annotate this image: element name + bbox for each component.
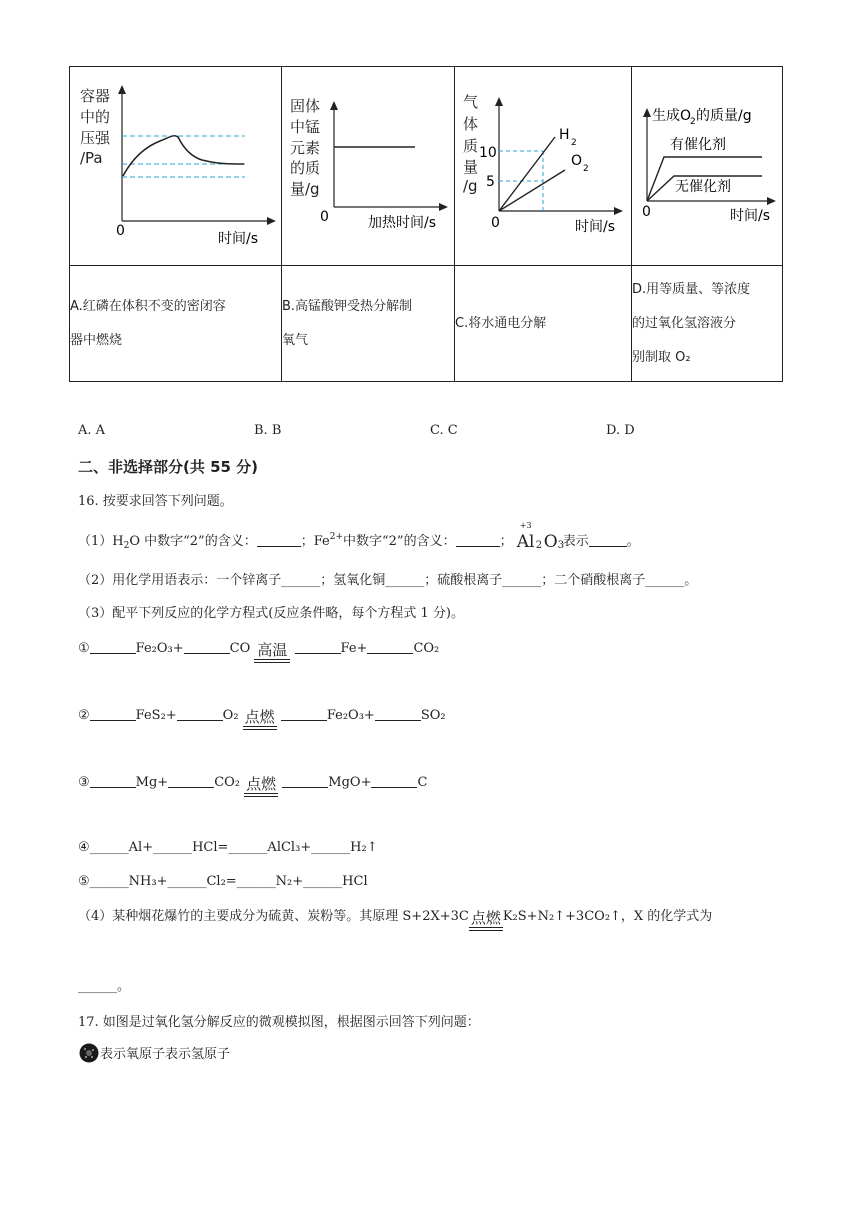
- equation-3: [78, 774, 427, 797]
- eq3-condition-text: 点燃: [246, 775, 277, 793]
- option-d-line-2: 的过氧化氢溶液分: [632, 315, 737, 331]
- eq1-number: ①: [78, 641, 90, 656]
- q17-legend: [78, 1043, 230, 1063]
- eq2-blank-2[interactable]: [177, 707, 223, 721]
- graph-d-series-2: 无催化剂: [675, 179, 731, 195]
- q16-p1-text-c: O 中数字“2”的含义：: [129, 534, 257, 549]
- eq3-blank-2[interactable]: [168, 774, 214, 788]
- graph-a-ylabel-2: 中的: [80, 108, 111, 126]
- graph-d-ylabel-sub: 2: [690, 117, 696, 127]
- graph-b-origin: 0: [320, 209, 329, 225]
- q16-part4-answer: ______。: [78, 979, 131, 994]
- eq3-number: ③: [78, 775, 90, 790]
- graph-c: [455, 67, 631, 261]
- graph-a-ylabel-1: 容器: [80, 87, 111, 105]
- choice-a[interactable]: A. A: [78, 423, 106, 438]
- al2o3-formula: [516, 521, 565, 552]
- q17-stem: 17. 如图是过氧化氢分解反应的微观模拟图，根据图示回答下列问题：: [78, 1015, 480, 1030]
- q16-p1-blank-2[interactable]: [456, 533, 500, 547]
- graph-b-ylabel-4: 的质: [290, 159, 321, 177]
- graph-c-xlabel: 时间/s: [575, 219, 616, 235]
- option-cell-c: [455, 266, 632, 382]
- option-d-line-3: 别制取 O₂: [632, 349, 691, 365]
- eq1-blank-1[interactable]: [90, 640, 136, 654]
- eq2-product-1: Fe₂O₃+: [326, 708, 375, 723]
- eq3-blank-3[interactable]: [282, 774, 328, 788]
- graph-d-series-1: 有催化剂: [670, 137, 726, 153]
- eq1-reactant-2: CO: [229, 641, 251, 656]
- q16-p4-condition: [469, 910, 503, 931]
- o-symbol: O: [543, 532, 558, 552]
- eq1-product-2: CO₂: [413, 641, 440, 656]
- graph-options-table: [69, 66, 783, 382]
- option-c-line-1: C.将水通电分解: [455, 315, 547, 331]
- q16-part3: （3）配平下列反应的化学方程式(反应条件略，每个方程式 1 分)。: [78, 606, 464, 621]
- q16-p1-text-g: ；: [499, 534, 513, 549]
- eq3-reactant-2: CO₂: [214, 775, 241, 790]
- eq2-reactant-1: FeS₂+: [135, 708, 177, 723]
- graph-b-ylabel-1: 固体: [290, 97, 321, 115]
- q16-part4: [78, 905, 712, 931]
- option-cell-d: [632, 266, 783, 382]
- graph-c-series-h2: H: [559, 127, 570, 143]
- q16-p1-text-f: 中数字“2”的含义：: [343, 534, 456, 549]
- graph-a: [70, 67, 281, 261]
- oxygen-atom-icon: [78, 1043, 100, 1063]
- graph-c-tick-10: 10: [479, 145, 497, 161]
- q16-p1-text-d: ；Fe: [300, 534, 330, 549]
- eq1-blank-4[interactable]: [367, 640, 413, 654]
- eq1-condition: [254, 642, 290, 663]
- graph-a-origin: 0: [116, 223, 125, 239]
- q16-p4-text-a: （4）某种烟花爆竹的主要成分为硫黄、炭粉等。其原理 S+2X+3C: [78, 909, 469, 924]
- eq3-blank-1[interactable]: [90, 774, 136, 788]
- choice-d[interactable]: D. D: [606, 423, 635, 438]
- choice-b[interactable]: B. B: [254, 423, 282, 438]
- option-b-line-1: B.高锰酸钾受热分解制: [282, 298, 413, 314]
- equation-4: ④______Al+______HCl=______AlCl₃+______H₂↑: [78, 840, 378, 855]
- eq2-reactant-2: O₂: [222, 708, 239, 723]
- option-a-line-2: 器中燃烧: [70, 332, 123, 348]
- graph-d-origin: 0: [642, 204, 651, 220]
- graph-c-ylabel-3: 质: [463, 137, 479, 155]
- graph-cell-a: [70, 67, 282, 266]
- q16-p4-condition-text: 点燃: [470, 909, 501, 927]
- option-d-line-1: D.用等质量、等浓度: [632, 281, 751, 297]
- q16-part2: （2）用化学用语表示：一个锌离子______；氢氧化铜______；硫酸根离子______；二个硝酸根离子______。: [78, 573, 698, 588]
- graph-a-ylabel-4: /Pa: [80, 149, 103, 167]
- q16-p1-text-a: （1）H: [78, 534, 124, 549]
- graph-c-ylabel-5: /g: [463, 177, 478, 195]
- eq3-condition: [244, 776, 278, 797]
- eq2-number: ②: [78, 708, 90, 723]
- equation-2: [78, 707, 446, 730]
- graph-c-ylabel-1: 气: [463, 93, 479, 111]
- q16-p1-text-h: 表示: [562, 534, 589, 549]
- q16-p4-text-b: K₂S+N₂↑+3CO₂↑，X 的化学式为: [502, 909, 713, 924]
- equation-5: ⑤______NH₃+______Cl₂=______N₂+______HCl: [78, 874, 368, 889]
- eq1-blank-3[interactable]: [295, 640, 341, 654]
- q16-part1: [78, 521, 640, 552]
- option-cell-b: [282, 266, 455, 382]
- graph-a-xlabel: 时间/s: [218, 231, 259, 247]
- graph-b-ylabel-3: 元素: [290, 139, 321, 157]
- graph-d-xlabel: 时间/s: [730, 208, 771, 224]
- q16-p1-text-i: 。: [626, 534, 640, 549]
- graph-d-ylabel-rest: 的质量/g: [696, 108, 752, 124]
- option-b-line-2: 氧气: [282, 332, 309, 348]
- graph-d: [632, 67, 782, 261]
- q16-p1-sub: 2: [123, 541, 130, 551]
- graph-b-ylabel-2: 中锰: [290, 118, 321, 136]
- eq2-blank-3[interactable]: [281, 707, 327, 721]
- eq3-reactant-1: Mg+: [135, 775, 169, 790]
- q16-stem: 16. 按要求回答下列问题。: [78, 494, 233, 509]
- eq1-reactant-1: Fe₂O₃+: [135, 641, 184, 656]
- al-sub: 2: [535, 540, 543, 551]
- eq3-product-1: MgO+: [328, 775, 372, 790]
- graph-d-ylabel: 生成O: [652, 108, 692, 124]
- eq3-product-2: C: [417, 775, 428, 790]
- q16-p1-blank-1[interactable]: [257, 533, 301, 547]
- eq3-blank-4[interactable]: [371, 774, 417, 788]
- equation-1: [78, 640, 439, 663]
- graph-cell-c: [455, 67, 632, 266]
- section-title: 二、非选择部分(共 55 分): [78, 458, 259, 476]
- al-symbol: Al: [516, 532, 535, 552]
- graph-a-ylabel-3: 压强: [80, 129, 111, 147]
- eq1-condition-text: 高温: [257, 641, 288, 659]
- q17-legend-text: 表示氧原子表示氢原子: [100, 1047, 231, 1062]
- eq2-product-2: SO₂: [420, 708, 446, 723]
- al-charge: +3: [519, 521, 532, 530]
- graph-b: [282, 67, 454, 261]
- option-cell-a: [70, 266, 282, 382]
- graph-c-tick-5: 5: [486, 174, 495, 190]
- graph-c-ylabel-2: 体: [463, 115, 479, 133]
- eq2-blank-1[interactable]: [90, 707, 136, 721]
- q16-p1-blank-3[interactable]: [589, 533, 627, 547]
- q16-p1-sup: 2+: [329, 532, 343, 542]
- graph-c-origin: 0: [491, 215, 500, 231]
- graph-cell-b: [282, 67, 455, 266]
- o-sub: 3: [557, 540, 565, 551]
- graph-c-ylabel-4: 量: [463, 158, 479, 176]
- eq2-condition-text: 点燃: [244, 708, 275, 726]
- choice-c[interactable]: C. C: [430, 423, 458, 438]
- graph-c-series-o2: O: [571, 153, 583, 169]
- graph-b-ylabel-5: 量/g: [290, 180, 320, 198]
- eq1-blank-2[interactable]: [184, 640, 230, 654]
- graph-c-series-o2-sub: 2: [583, 164, 589, 174]
- graph-c-series-h2-sub: 2: [571, 138, 577, 148]
- eq2-condition: [243, 709, 277, 730]
- option-a-line-1: A.红磷在体积不变的密闭容: [70, 298, 226, 314]
- graph-cell-d: [632, 67, 783, 266]
- eq2-blank-4[interactable]: [375, 707, 421, 721]
- graph-b-xlabel: 加热时间/s: [368, 215, 437, 231]
- eq1-product-1: Fe+: [340, 641, 368, 656]
